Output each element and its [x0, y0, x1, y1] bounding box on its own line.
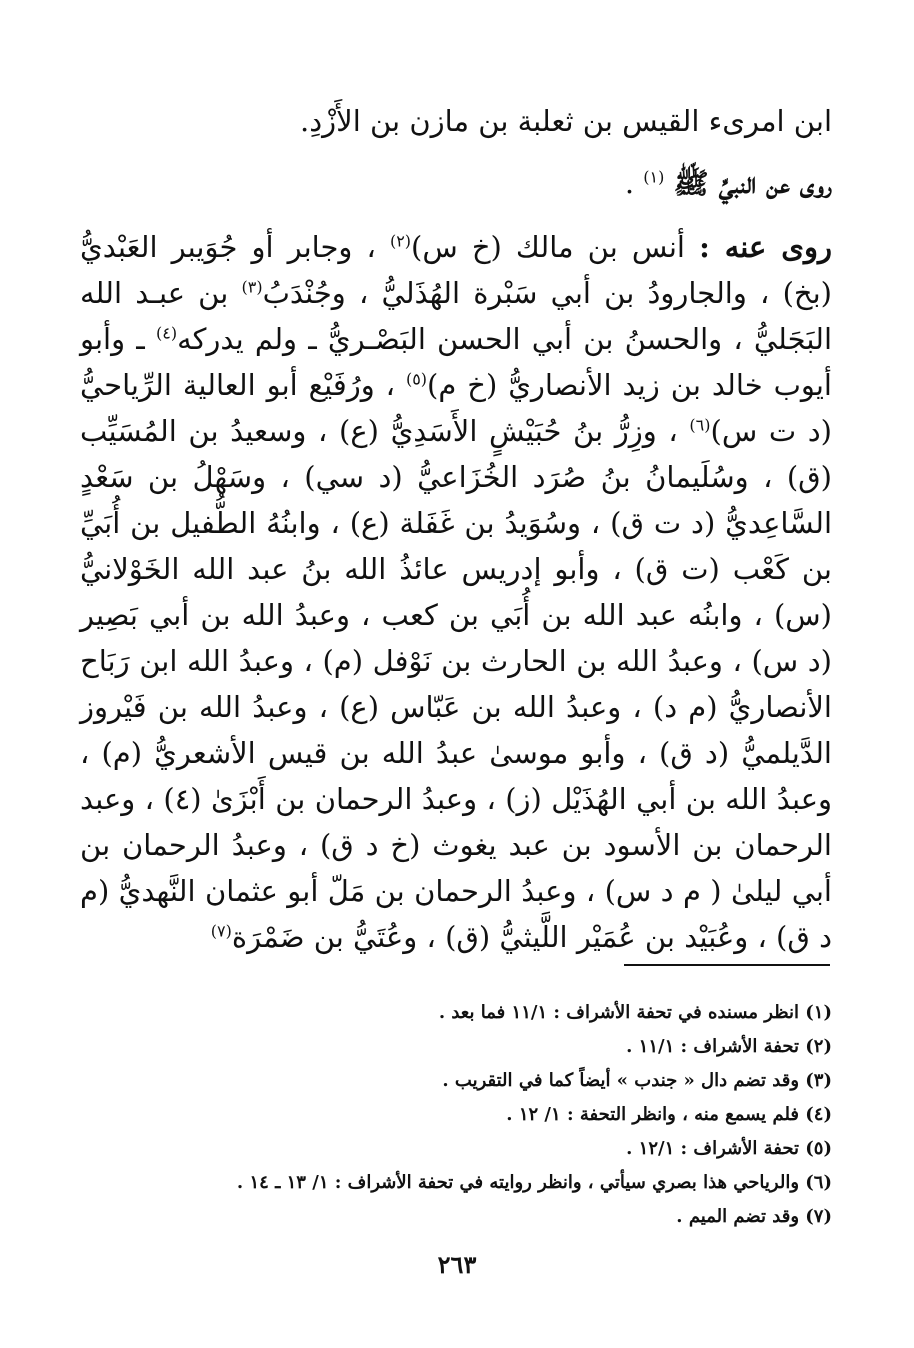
- narrated-from-line: [80, 160, 832, 206]
- narrator-segment: ، ورُفَيْع أبو العالية الرِّياحيُّ (د ت س): [80, 368, 832, 448]
- narrated-from-label: روى عن النبيِّ ﷺ: [673, 166, 832, 200]
- footnotes-list: [80, 996, 832, 1234]
- footnote-ref: (٦): [689, 415, 711, 435]
- footnote-item: (١) انظر مسنده في تحفة الأشراف : ١١/١ فما بعد .: [438, 1002, 832, 1023]
- narrator-segment: أنس بن مالك (خ س): [411, 230, 700, 264]
- footnote-ref: (٧): [210, 921, 232, 941]
- footnote-item: (٧) وقد تضم الميم .: [676, 1206, 832, 1227]
- lineage-line: [80, 98, 832, 144]
- footnote-ref: (٣): [241, 277, 263, 297]
- footnote-ref: (٤): [155, 323, 178, 343]
- footnote-item: (٤) فلم يسمع منه ، وانظر التحفة : ١/ ١٢ .: [506, 1104, 832, 1125]
- footnote-item: (٣) وقد تضم دال « جندب » أيضاً كما في التقريب .: [442, 1070, 832, 1091]
- footnote-item: (٦) والرياحي هذا بصري سيأتي ، وانظر روايته في تحفة الأشراف : ١/ ١٣ ـ ١٤ .: [236, 1172, 832, 1193]
- footnote-divider: [624, 964, 830, 966]
- narrator-segment: ، وزِرُّ بنُ حُبَيْشٍ الأَسَدِيُّ (ع) ، وسعيدُ بن المُسَيِّب (ق) ، وسُلَيمانُ بنُ صُرَد الخُزَاعيُّ (د سي) ، وسَهْلُ بن سَعْدٍ السَّاعِديُّ (د ت ق) ، وسُوَيدُ بن غَفَلة (ع) ، وابنُهُ الطُّفيل بن أُبَيِّ بن كَعْب (ت ق) ، وأبو إدريس عائذُ الله بنُ عبد الله الخَوْلانيُّ (س) ، وابنُه عبد الله بن أُبَي بن كعب ، وعبدُ الله بن أبي بَصِير (د س) ، وعبدُ الله بن الحارث بن نَوْفل (م) ، وعبدُ الله ابن رَبَاح الأنصاريُّ (م د) ، وعبدُ الله بن عَبّاس (ع) ، وعبدُ الله بن فَيْروز الدَّيلميُّ (د ق) ، وأبو موسىٰ عبدُ الله بن قيس الأشعريُّ (م) ، وعبدُ الله بن أبي الهُذَيْل (ز) ، وعبدُ الرحمان بن أَبْزَىٰ (٤) ، وعبد الرحمان بن الأسود بن عبد يغوث (خ د ق) ، وعبدُ الرحمان بن أبي ليلىٰ ( م د س) ، وعبدُ الرحمان بن مَلّ أبو عثمان النَّهديُّ (م د ق) ، وعُبَيْد بن عُمَيْر اللَّيثيُّ (ق) ، وعُتَيُّ بن ضَمْرَة: [80, 414, 832, 954]
- footnote-ref: (٥): [405, 369, 428, 389]
- narrator-segment: بن عبـد الله البَجَليُّ ، والحسنُ بن أبي الحسن البَصْـريُّ ـ ولم يدركه: [80, 276, 832, 356]
- footnote-ref: (١): [643, 167, 665, 187]
- narrator-segment: ـ وأبو أيوب خالد بن زيد الأنصاريُّ (خ م): [80, 322, 832, 402]
- narrators-label: روى عنه :: [699, 230, 832, 264]
- narrators-paragraph: [80, 224, 832, 960]
- sentence-end: .: [624, 166, 635, 200]
- footnote-ref: (٢): [389, 231, 412, 251]
- narrator-segment: ، وجابر أو جُوَيبر العَبْديُّ (بخ) ، والجارودُ بن أبي سَبْرة الهُذَليُّ ، وجُنْدَبُ: [80, 230, 832, 310]
- footnote-item: (٥) تحفة الأشراف : ١٢/١ .: [626, 1138, 832, 1159]
- lineage-text: ابن امرىء القيس بن ثعلبة بن مازن بن الأَزْدِ.: [300, 104, 832, 138]
- page-number: ٢٦٣: [437, 1250, 477, 1279]
- footnote-item: (٢) تحفة الأشراف : ١١/١ .: [626, 1036, 832, 1057]
